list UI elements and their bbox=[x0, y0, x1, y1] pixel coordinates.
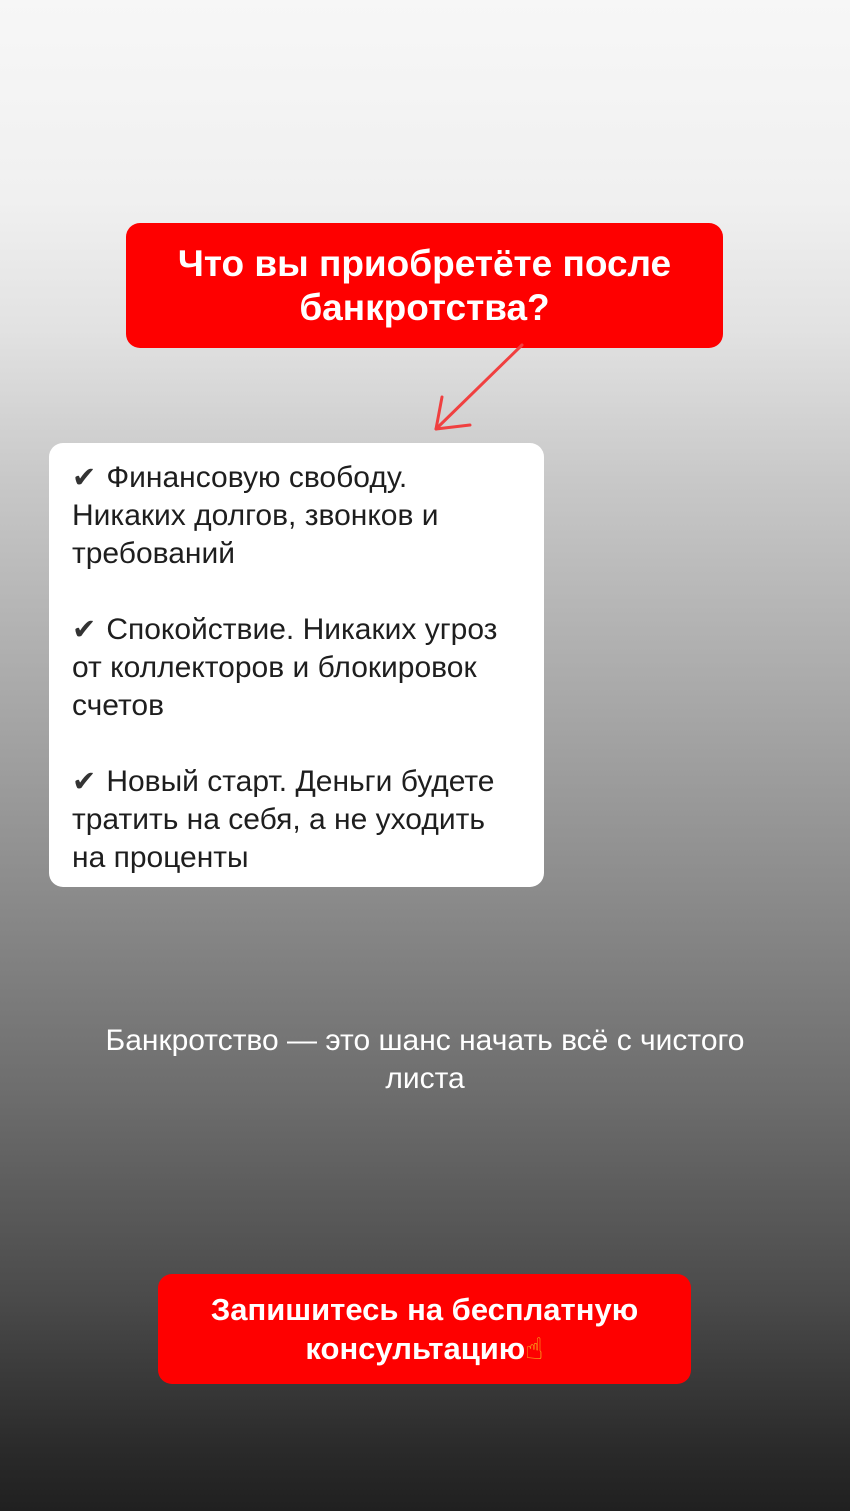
check-icon: ✔ bbox=[72, 460, 97, 494]
benefit-text: Новый старт. Деньги будете тратить на себя, а не уходить на проценты bbox=[72, 765, 495, 874]
benefit-item-new-start bbox=[72, 762, 522, 877]
cta-label bbox=[174, 1290, 675, 1369]
benefits-card bbox=[49, 443, 544, 887]
benefit-text: Финансовую свободу. Никаких долгов, звонков и требований bbox=[72, 461, 439, 570]
headline-banner bbox=[126, 223, 723, 348]
benefit-text: Спокойствие. Никаких угроз от коллекторов и блокировок счетов bbox=[72, 613, 498, 722]
check-icon: ✔ bbox=[72, 764, 97, 798]
headline-title: Что вы приобретёте после банкротства? bbox=[177, 242, 672, 328]
tagline: Банкротство — это шанс начать всё с чистого листа bbox=[105, 1024, 745, 1095]
cta-label-text: Запишитесь на бесплатную консультацию bbox=[210, 1291, 639, 1366]
check-icon: ✔ bbox=[72, 612, 97, 646]
arrow-down-left-icon bbox=[420, 335, 540, 445]
pointing-hand-icon: ☝ bbox=[525, 1331, 544, 1367]
benefit-item-freedom bbox=[72, 458, 522, 573]
consultation-signup-button[interactable] bbox=[158, 1274, 691, 1384]
benefit-item-calm bbox=[72, 610, 522, 725]
